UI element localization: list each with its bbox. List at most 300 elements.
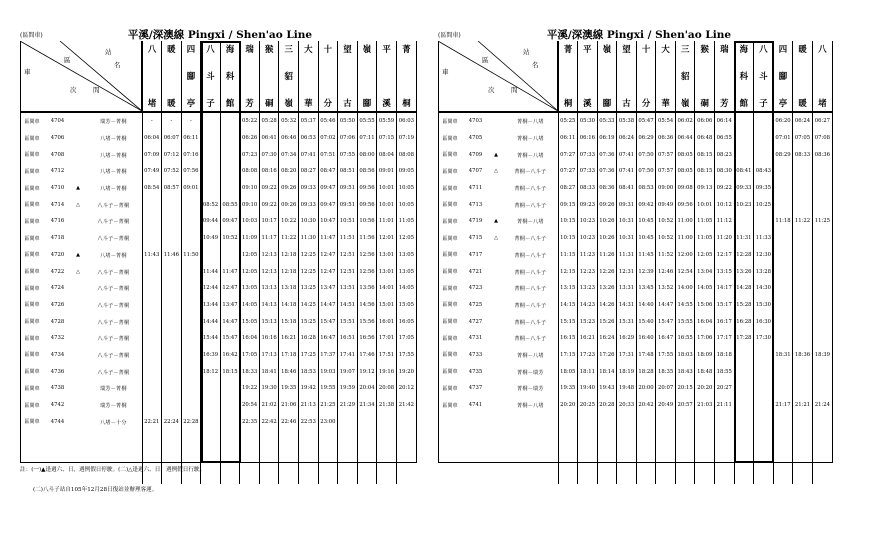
train-route: 菁桐－八堵 xyxy=(517,119,544,126)
time-cell xyxy=(201,413,221,430)
time-cell: 09:51 xyxy=(338,196,358,213)
train-number: 4721 xyxy=(468,268,483,275)
station-header xyxy=(656,41,676,112)
label-to: 間 xyxy=(93,86,100,94)
blank-cell xyxy=(20,430,44,447)
blank-cell xyxy=(597,447,617,464)
time-cell: 17:37 xyxy=(318,347,338,364)
time-cell: 19:42 xyxy=(299,380,319,397)
time-cell: 08:56 xyxy=(357,163,377,180)
time-cell xyxy=(793,180,813,197)
time-cell: 09:22 xyxy=(259,180,279,197)
station-char: 猴 xyxy=(700,44,709,54)
blank-cell xyxy=(489,430,503,447)
train-number: 4713 xyxy=(468,201,483,208)
time-cell: 08:52 xyxy=(201,196,221,213)
train-row xyxy=(438,230,832,247)
train-class-tag: (區間車) xyxy=(20,32,43,39)
time-cell xyxy=(201,380,221,397)
train-number: 4711 xyxy=(468,185,483,192)
service-mark xyxy=(489,313,503,330)
time-cell: 09:10 xyxy=(240,180,260,197)
time-cell: 12:00 xyxy=(675,247,695,264)
time-cell: 14:00 xyxy=(675,280,695,297)
time-cell xyxy=(812,363,832,380)
time-cell: 15:15 xyxy=(558,313,578,330)
time-cell: 12:18 xyxy=(279,247,299,264)
time-cell xyxy=(142,330,162,347)
time-cell: 12:13 xyxy=(259,263,279,280)
table-left-rule xyxy=(20,41,21,463)
time-cell: 17:28 xyxy=(734,330,754,347)
time-cell: 16:29 xyxy=(617,330,637,347)
time-cell: 10:45 xyxy=(636,213,656,230)
station-char: 貂 xyxy=(284,70,293,81)
time-cell: 17:25 xyxy=(299,347,319,364)
time-cell: 08:23 xyxy=(715,146,735,163)
blank-cell xyxy=(578,447,598,464)
train-class: 區間車 xyxy=(24,319,40,326)
time-cell xyxy=(162,297,182,314)
time-cell: 11:56 xyxy=(357,230,377,247)
time-cell: 14:47 xyxy=(656,297,676,314)
blank-cell xyxy=(201,447,221,464)
train-row xyxy=(438,112,832,130)
train-number: 4707 xyxy=(468,168,483,175)
blank-cell xyxy=(675,447,695,464)
time-cell: 20:57 xyxy=(675,397,695,414)
time-cell: - xyxy=(162,112,182,130)
time-cell xyxy=(793,363,813,380)
time-cell: 08:41 xyxy=(734,163,754,180)
time-cell xyxy=(812,313,832,330)
time-cell: 05:32 xyxy=(279,112,299,130)
station-char: 海 xyxy=(225,44,235,54)
time-cell xyxy=(142,380,162,397)
time-cell: 09:33 xyxy=(299,180,319,197)
time-cell: 20:54 xyxy=(240,397,260,414)
station-char: 十 xyxy=(641,44,651,54)
train-class: 區間車 xyxy=(24,252,40,259)
train-row xyxy=(20,230,416,247)
time-cell: 21:42 xyxy=(396,397,416,414)
blank-cell xyxy=(754,413,774,430)
time-cell xyxy=(162,280,182,297)
time-cell: 18:36 xyxy=(793,347,813,364)
time-cell xyxy=(142,280,162,297)
time-cell: 17:23 xyxy=(578,347,598,364)
train-class: 區間車 xyxy=(442,218,458,225)
time-cell: 13:45 xyxy=(636,280,656,297)
time-cell: 07:33 xyxy=(578,146,598,163)
time-cell: 15:25 xyxy=(299,313,319,330)
time-cell: 14:15 xyxy=(558,297,578,314)
time-cell xyxy=(201,397,221,414)
station-name xyxy=(201,45,220,107)
time-cell: 08:05 xyxy=(675,163,695,180)
station-name xyxy=(143,45,161,107)
time-cell: 11:47 xyxy=(318,230,338,247)
time-cell: 15:17 xyxy=(715,297,735,314)
time-cell: 11:47 xyxy=(220,263,240,280)
time-cell: 18:35 xyxy=(656,363,676,380)
time-cell: 09:56 xyxy=(357,180,377,197)
time-cell: 18:48 xyxy=(695,363,715,380)
time-cell: 05:28 xyxy=(259,112,279,130)
time-cell: 16:47 xyxy=(318,330,338,347)
station-char: 八 xyxy=(818,44,827,54)
time-cell xyxy=(734,213,754,230)
time-cell xyxy=(162,313,182,330)
train-route: 菁桐－八堵 xyxy=(517,352,544,359)
station-char: 分 xyxy=(641,97,651,108)
blank-cell xyxy=(279,430,299,447)
train-class: 區間車 xyxy=(442,385,458,392)
time-cell: 14:40 xyxy=(636,297,656,314)
time-cell: 22:28 xyxy=(181,413,201,430)
blank-cell xyxy=(220,447,240,464)
train-number: 4742 xyxy=(50,402,65,409)
time-cell: 07:52 xyxy=(162,163,182,180)
time-cell xyxy=(734,363,754,380)
time-cell: 12:54 xyxy=(675,263,695,280)
blank-cell xyxy=(489,447,503,464)
time-cell: 07:08 xyxy=(812,130,832,147)
time-cell xyxy=(793,230,813,247)
time-cell: 22:21 xyxy=(142,413,162,430)
time-cell: 20:20 xyxy=(558,397,578,414)
time-cell: 06:24 xyxy=(793,112,813,130)
station-char: 腳 xyxy=(602,97,612,108)
time-cell: 09:26 xyxy=(279,196,299,213)
table-right-rule xyxy=(416,41,417,463)
blank-cell xyxy=(279,447,299,464)
time-cell xyxy=(754,380,774,397)
time-cell: 10:52 xyxy=(656,230,676,247)
time-cell: 13:51 xyxy=(338,280,358,297)
time-cell xyxy=(754,363,774,380)
time-cell: 16:24 xyxy=(597,330,617,347)
time-cell xyxy=(142,263,162,280)
station-char: 堵 xyxy=(818,97,827,108)
time-cell: 19:55 xyxy=(318,380,338,397)
station-name xyxy=(358,45,377,107)
station-char: 貂 xyxy=(680,70,690,81)
station-char: 瑞 xyxy=(720,44,729,54)
time-cell: 07:57 xyxy=(656,163,676,180)
train-row xyxy=(438,347,832,364)
label-station: 站 xyxy=(523,48,530,56)
blank-cell xyxy=(734,413,754,430)
time-cell xyxy=(754,130,774,147)
station-header xyxy=(377,41,397,112)
time-cell xyxy=(162,347,182,364)
service-mark xyxy=(71,413,85,430)
time-cell xyxy=(162,196,182,213)
time-cell xyxy=(773,297,793,314)
station-name xyxy=(754,45,773,107)
station-name xyxy=(377,45,396,107)
train-row xyxy=(438,363,832,380)
time-cell xyxy=(162,363,182,380)
time-cell: 13:15 xyxy=(558,280,578,297)
blank-cell xyxy=(338,463,358,484)
train-number: 4732 xyxy=(50,335,65,342)
time-cell: 07:30 xyxy=(259,146,279,163)
time-cell xyxy=(812,247,832,264)
label-to: 間 xyxy=(511,86,518,94)
time-cell: 17:48 xyxy=(636,347,656,364)
train-row xyxy=(438,163,832,180)
blank-cell xyxy=(558,447,578,464)
title-bar xyxy=(20,27,420,41)
train-number: 4714 xyxy=(50,201,65,208)
time-cell xyxy=(357,413,377,430)
time-cell xyxy=(773,263,793,280)
train-number: 4728 xyxy=(50,318,65,325)
time-cell: 10:26 xyxy=(597,230,617,247)
station-char: 海 xyxy=(739,44,749,54)
time-cell: 12:05 xyxy=(396,230,416,247)
time-cell: 14:47 xyxy=(318,297,338,314)
blank-cell xyxy=(656,447,676,464)
station-char: 四 xyxy=(778,44,788,54)
service-mark xyxy=(71,313,85,330)
station-char: 八 xyxy=(759,44,768,54)
station-char: 望 xyxy=(343,44,352,54)
time-cell: 20:04 xyxy=(357,380,377,397)
station-char: 科 xyxy=(739,70,749,81)
time-cell: 20:15 xyxy=(675,380,695,397)
station-char: 華 xyxy=(304,97,313,108)
time-cell: 06:03 xyxy=(396,112,416,130)
service-mark xyxy=(489,180,503,197)
time-cell: 15:30 xyxy=(754,297,774,314)
train-row xyxy=(438,397,832,414)
time-cell: 12:56 xyxy=(357,263,377,280)
time-cell: 13:05 xyxy=(240,280,260,297)
train-route: 菁桐－八斗子 xyxy=(514,186,547,193)
station-char: 館 xyxy=(739,97,749,108)
time-cell: 20:49 xyxy=(656,397,676,414)
time-cell: 17:51 xyxy=(377,347,397,364)
station-char: 芳 xyxy=(245,97,254,108)
train-number: 4737 xyxy=(468,385,483,392)
time-cell: 11:33 xyxy=(754,230,774,247)
time-cell: 06:20 xyxy=(773,112,793,130)
service-mark xyxy=(71,230,85,247)
time-cell: 08:15 xyxy=(695,163,715,180)
time-cell xyxy=(181,397,201,414)
time-cell: 10:15 xyxy=(558,230,578,247)
time-cell: 09:22 xyxy=(259,196,279,213)
blank-cell xyxy=(503,447,558,464)
station-char: 腳 xyxy=(186,70,196,81)
train-number: 4734 xyxy=(50,351,65,358)
time-cell: 14:31 xyxy=(617,297,637,314)
timetable xyxy=(438,41,832,484)
time-cell: 10:26 xyxy=(597,213,617,230)
time-cell: 13:23 xyxy=(578,280,598,297)
station-char: 分 xyxy=(323,97,333,108)
service-mark: △ xyxy=(494,168,498,175)
time-cell: 18:55 xyxy=(715,363,735,380)
time-cell xyxy=(793,280,813,297)
time-cell: 12:23 xyxy=(578,263,598,280)
train-class: 區間車 xyxy=(24,269,40,276)
time-cell xyxy=(812,163,832,180)
service-mark xyxy=(489,196,503,213)
station-name xyxy=(279,45,298,107)
time-cell: 12:25 xyxy=(299,247,319,264)
station-char: 十 xyxy=(323,44,333,54)
blank-cell xyxy=(489,413,503,430)
time-cell: 06:04 xyxy=(142,130,162,147)
time-cell: 08:08 xyxy=(396,146,416,163)
blank-cell xyxy=(377,447,397,464)
time-cell: 21:21 xyxy=(793,397,813,414)
train-row xyxy=(20,263,416,280)
service-mark xyxy=(489,297,503,314)
station-char: 館 xyxy=(225,97,235,108)
blank-row xyxy=(20,447,416,464)
train-route: 菁桐－八斗子 xyxy=(514,269,547,276)
time-cell: 05:50 xyxy=(338,112,358,130)
diagonal-lines xyxy=(20,41,142,111)
train-route: 菁桐－瑞芳 xyxy=(517,386,544,393)
time-cell: 17:30 xyxy=(754,330,774,347)
time-cell: 07:01 xyxy=(773,130,793,147)
time-cell: 18:18 xyxy=(715,347,735,364)
train-route: 八堵－菁桐 xyxy=(100,136,127,143)
blank-cell xyxy=(338,447,358,464)
time-cell: 09:47 xyxy=(220,213,240,230)
service-mark xyxy=(71,112,85,130)
station-char: 溪 xyxy=(382,97,391,108)
blank-cell xyxy=(734,463,754,484)
time-cell: 14:05 xyxy=(695,280,715,297)
train-class: 區間車 xyxy=(442,202,458,209)
blank-cell xyxy=(259,430,279,447)
time-cell: 10:03 xyxy=(240,213,260,230)
train-number: 4709 xyxy=(468,151,483,158)
service-mark: ▲ xyxy=(494,218,498,225)
time-cell: 19:03 xyxy=(318,363,338,380)
train-route: 八斗子－菁桐 xyxy=(97,336,130,343)
time-cell xyxy=(181,297,201,314)
blank-cell xyxy=(734,430,754,447)
time-cell: 11:05 xyxy=(695,213,715,230)
timetable xyxy=(20,41,416,484)
time-cell: 12:05 xyxy=(240,247,260,264)
service-mark xyxy=(71,213,85,230)
station-char: 暖 xyxy=(798,44,807,54)
time-cell: 07:50 xyxy=(636,146,656,163)
time-cell: 18:05 xyxy=(558,363,578,380)
label-train-no: 次 xyxy=(70,86,77,94)
blank-cell xyxy=(793,463,813,484)
station-name xyxy=(299,45,318,107)
time-cell: 11:18 xyxy=(773,213,793,230)
time-cell: 11:00 xyxy=(675,230,695,247)
time-cell: 16:21 xyxy=(578,330,598,347)
train-class: 區間車 xyxy=(24,185,40,192)
blank-cell xyxy=(793,413,813,430)
time-cell: 09:05 xyxy=(396,163,416,180)
train-route: 八堵－菁桐 xyxy=(100,152,127,159)
time-cell: 14:01 xyxy=(377,280,397,297)
time-cell: 06:48 xyxy=(695,130,715,147)
blank-cell xyxy=(357,463,377,484)
time-cell: 08:30 xyxy=(715,163,735,180)
time-cell: 13:28 xyxy=(754,263,774,280)
time-cell: 07:11 xyxy=(357,130,377,147)
station-char: 堵 xyxy=(147,97,157,108)
blank-cell xyxy=(773,463,793,484)
time-cell: 17:41 xyxy=(338,347,358,364)
blank-cell xyxy=(656,463,676,484)
station-char: 古 xyxy=(622,97,631,108)
station-header-row xyxy=(20,41,416,112)
time-cell: 18:31 xyxy=(773,347,793,364)
time-cell xyxy=(754,347,774,364)
time-cell: 05:59 xyxy=(377,112,397,130)
service-mark xyxy=(71,397,85,414)
time-cell: 10:31 xyxy=(617,230,637,247)
train-number: 4724 xyxy=(50,285,65,292)
blank-cell xyxy=(558,463,578,484)
time-cell: 20:25 xyxy=(578,397,598,414)
time-cell xyxy=(201,112,221,130)
time-cell xyxy=(734,397,754,414)
time-cell xyxy=(754,213,774,230)
station-char: 斗 xyxy=(759,70,768,81)
time-cell: 16:40 xyxy=(636,330,656,347)
time-cell: 06:11 xyxy=(558,130,578,147)
time-cell: 13:04 xyxy=(695,263,715,280)
time-cell: 16:39 xyxy=(201,347,221,364)
blank-cell xyxy=(773,430,793,447)
time-cell: 10:01 xyxy=(377,196,397,213)
time-cell: 13:15 xyxy=(715,263,735,280)
time-cell: 13:31 xyxy=(617,280,637,297)
service-mark: ▲ xyxy=(76,185,80,192)
time-cell xyxy=(812,280,832,297)
time-cell: 20:33 xyxy=(617,397,637,414)
service-mark xyxy=(71,363,85,380)
time-cell: 07:06 xyxy=(338,130,358,147)
time-cell xyxy=(181,330,201,347)
time-cell: 20:20 xyxy=(695,380,715,397)
time-cell xyxy=(773,230,793,247)
time-cell: 11:17 xyxy=(259,230,279,247)
blank-cell xyxy=(715,447,735,464)
train-class: 區間車 xyxy=(24,202,40,209)
time-cell: 06:26 xyxy=(240,130,260,147)
time-cell: 08:27 xyxy=(299,163,319,180)
time-cell xyxy=(142,297,162,314)
time-cell xyxy=(220,380,240,397)
timetable-panel-right xyxy=(438,0,840,470)
time-cell: 17:17 xyxy=(715,330,735,347)
time-cell xyxy=(201,247,221,264)
time-cell xyxy=(181,347,201,364)
time-cell: 22:35 xyxy=(240,413,260,430)
station-name xyxy=(397,45,416,107)
time-cell: 05:46 xyxy=(318,112,338,130)
blank-cell xyxy=(396,447,416,464)
time-cell: 09:56 xyxy=(675,196,695,213)
